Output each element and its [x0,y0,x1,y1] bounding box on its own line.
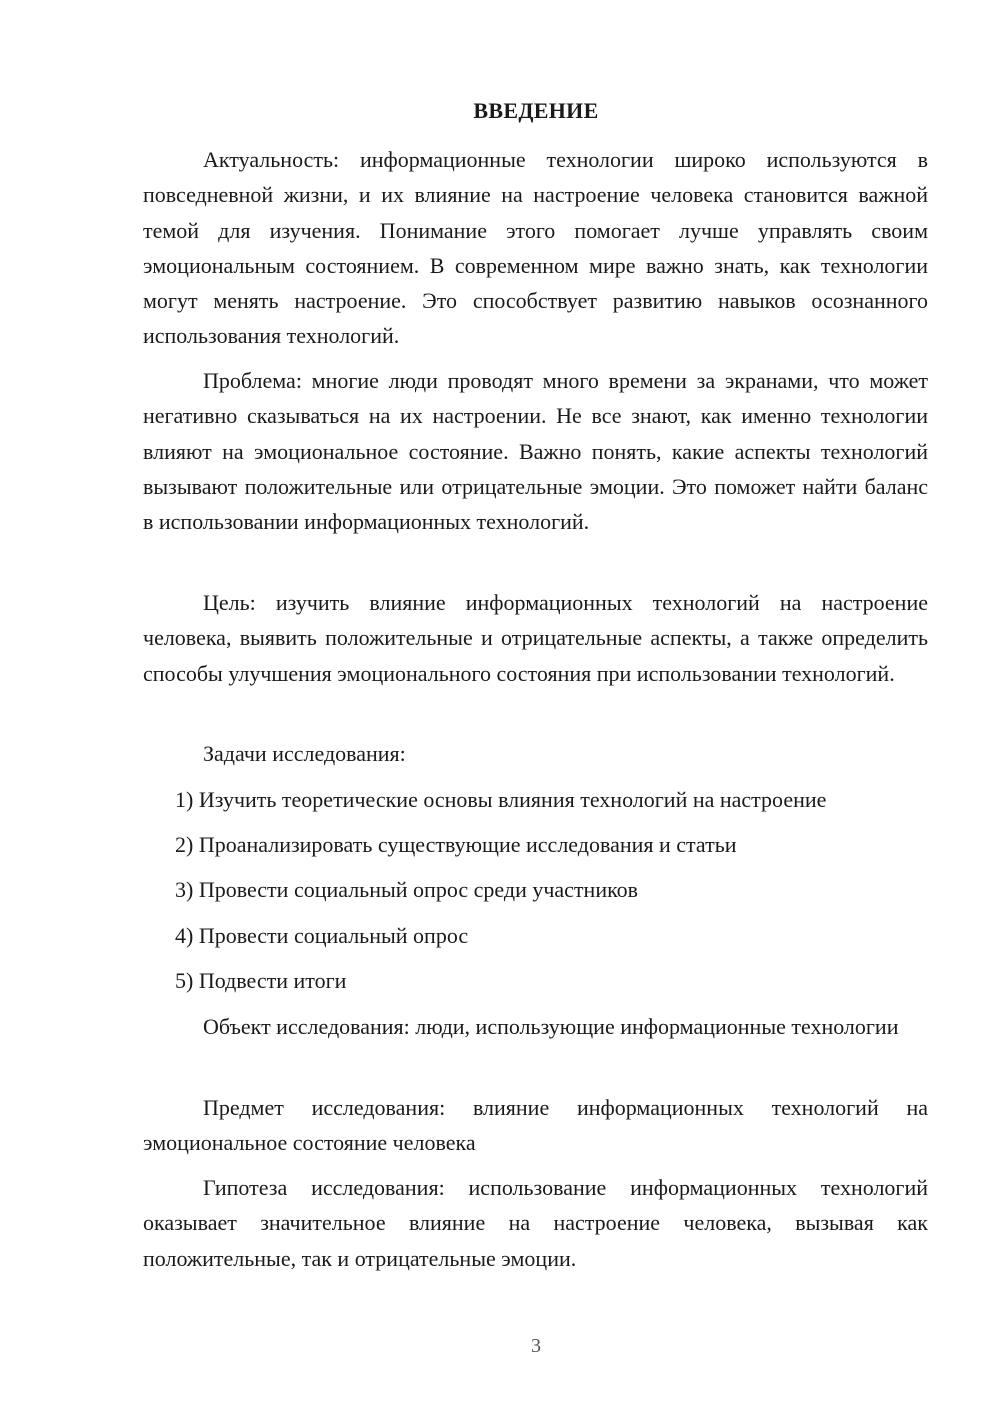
task-item-1: 1) Изучить теоретические основы влияния технологий на настроение [175,787,827,812]
task-item-4: 4) Провести социальный опрос [175,923,469,948]
task-item-2: 2) Проанализировать существующие исследования и статьи [175,832,737,857]
page-number: 3 [531,1335,541,1357]
paragraph-subject: Предмет исследования: влияние информационных технологий на эмоциональное состояние человека [143,1095,928,1156]
paragraph-problem: Проблема: многие люди проводят много времени за экранами, что может негативно сказываться на их настроении. Не все знают, как именно технологии влияют на эмоциональное состояние. Важно понять, какие аспекты технологий вызывают положительные или отрицательные эмоции. Это поможет найти баланс в использовании информационных технологий. [143,368,928,535]
page-title: ВВЕДЕНИЕ [473,98,599,123]
tasks-heading: Задачи исследования: [203,741,406,766]
task-item-3: 3) Провести социальный опрос среди участников [175,877,639,902]
task-item-5: 5) Подвести итоги [175,968,347,993]
paragraph-relevance: Актуальность: информационные технологии широко используются в повседневной жизни, и их влияние на настроение человека становится важной темой для изучения. Понимание этого помогает лучше управлять своим эмоциональным состоянием. В современном мире важно знать, как технологии могут менять настроение. Это способствует развитию навыков осознанного использования технологий. [143,147,928,349]
paragraph-hypothesis: Гипотеза исследования: использование информационных технологий оказывает значительное влияние на настроение человека, вызывая как положительные, так и отрицательные эмоции. [143,1175,928,1271]
paragraph-object: Объект исследования: люди, использующие информационные технологии [203,1014,899,1039]
paragraph-goal: Цель: изучить влияние информационных технологий на настроение человека, выявить положительные и отрицательные аспекты, а также определить способы улучшения эмоционального состояния при использовании технологий. [143,590,928,686]
